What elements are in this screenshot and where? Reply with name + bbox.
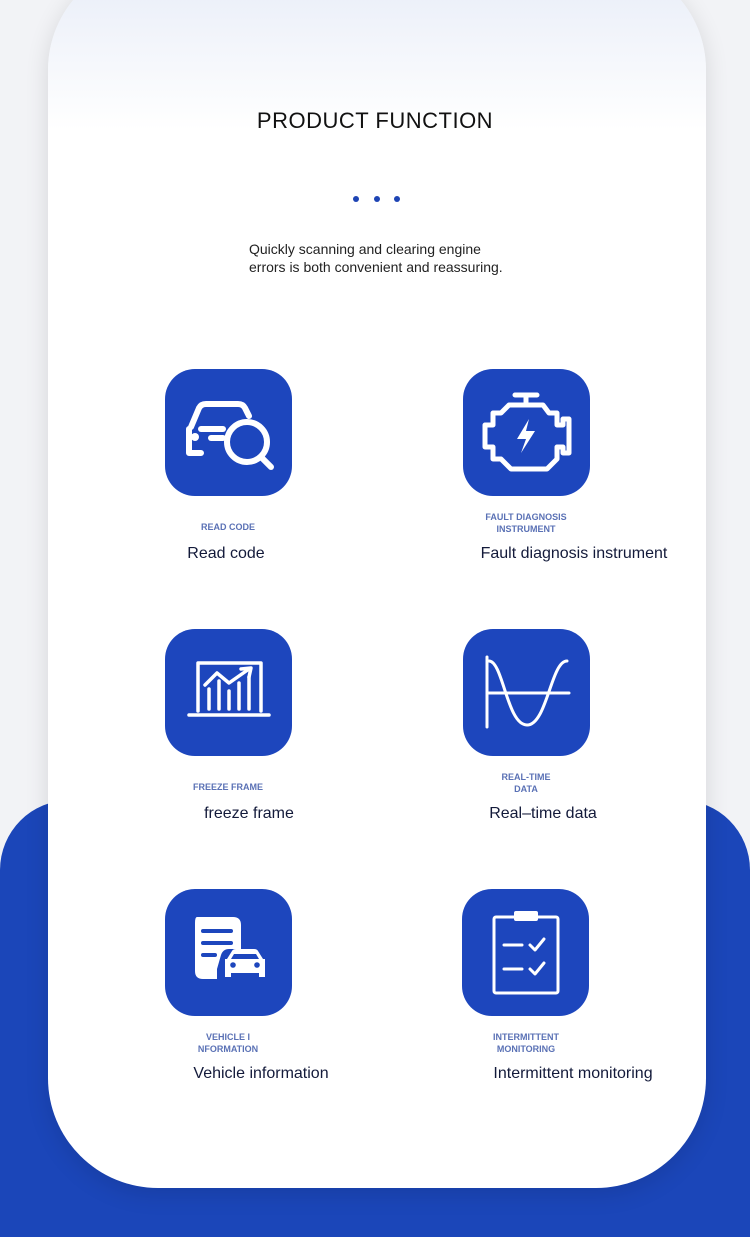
real-time-data-tile[interactable] [463, 629, 590, 756]
feature-label: Intermittent monitoring [493, 1065, 653, 1082]
feature-label: Real–time data [489, 805, 597, 822]
feature-subtitle: FREEZE FRAME [192, 782, 263, 792]
feature-subtitle: FAULT DIAGNOSIS INSTRUMENT [485, 512, 567, 534]
feature-subtitle: READ CODE [200, 522, 255, 532]
freeze-frame-tile[interactable] [165, 629, 292, 756]
feature-label: Vehicle information [193, 1065, 329, 1082]
dots-divider [353, 196, 403, 204]
feature-subtitle: VEHICLE I NFORMATION [197, 1032, 259, 1054]
intermittent-monitoring-tile[interactable] [462, 889, 589, 1016]
clipboard-check-icon [462, 889, 589, 1016]
car-search-icon [165, 369, 292, 496]
dot [394, 196, 400, 202]
dot [374, 196, 380, 202]
read-code-tile[interactable] [165, 369, 292, 496]
document-car-icon [165, 889, 292, 1016]
vehicle-information-tile[interactable] [165, 889, 292, 1016]
content-card [48, 0, 706, 1188]
fault-diagnosis-tile[interactable] [463, 369, 590, 496]
engine-icon [463, 369, 590, 496]
feature-label: freeze frame [204, 805, 294, 822]
feature-subtitle: REAL-TIME DATA [501, 772, 551, 794]
feature-label: Fault diagnosis instrument [480, 545, 668, 562]
waveform-icon [463, 629, 590, 756]
dot [353, 196, 359, 202]
description-text: Quickly scanning and clearing engine errors is both convenient and reassuring. [249, 241, 503, 275]
feature-label: Read code [187, 545, 265, 562]
feature-subtitle: INTERMITTENT MONITORING [493, 1032, 559, 1054]
chart-board-icon [165, 629, 292, 756]
page-title: PRODUCT FUNCTION [256, 108, 494, 133]
